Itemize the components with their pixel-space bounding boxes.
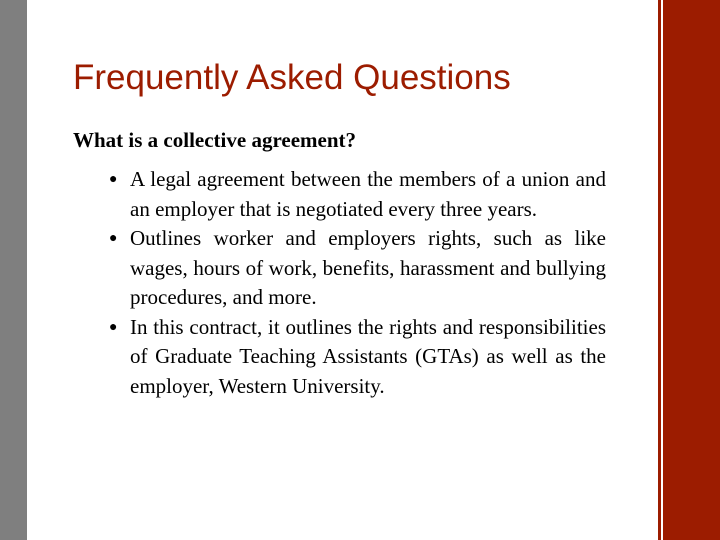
- bullet-dot-icon: ●: [109, 319, 118, 335]
- bullet-dot-icon: ●: [109, 172, 118, 187]
- answer-bullet-item: [109, 165, 606, 224]
- bullet-dot-icon: ●: [109, 231, 118, 246]
- answer-bullet-text: Outlines worker and employers rights, such as like wages, hours of work, benefits, harassment and bullying procedures, and more.: [130, 226, 606, 309]
- slide-title: Frequently Asked Questions: [73, 58, 511, 97]
- faq-question: What is a collective agreement?: [73, 128, 357, 152]
- answer-bullet-item: [109, 313, 606, 402]
- answer-bullet-list: [109, 165, 606, 401]
- answer-bullet-text: In this contract, it outlines the rights and responsibilities of Graduate Teaching Assistants (GTAs) as well as the employer, Western University.: [130, 314, 606, 398]
- answer-bullet-item: [109, 224, 606, 313]
- left-decorative-bar: [0, 0, 27, 540]
- answer-bullet-text: A legal agreement between the members of a union and an employer that is negotiated every three years.: [130, 167, 606, 221]
- right-accent-panel: [663, 0, 720, 540]
